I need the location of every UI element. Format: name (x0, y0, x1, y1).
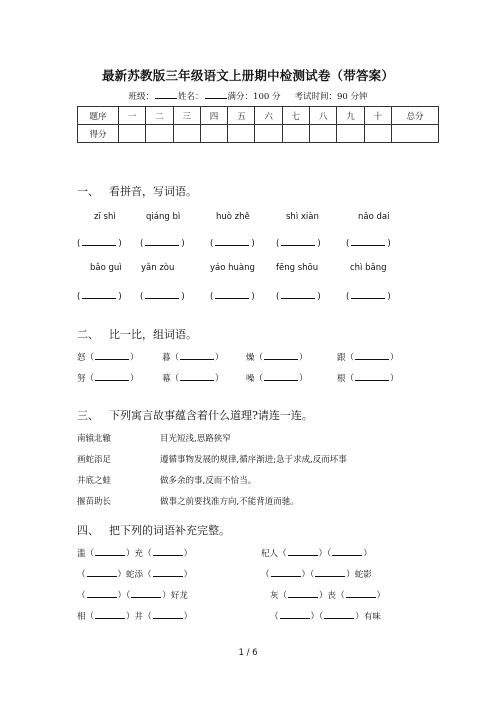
section-title: 比一比，组词语。 (109, 328, 197, 341)
score-cell[interactable] (282, 125, 309, 143)
table-cell: 八 (310, 107, 337, 125)
idiom-fill[interactable]: （ ）（ ）蛇影 (261, 570, 372, 580)
name-label: 姓名： (178, 92, 204, 102)
section-number: 四、 (77, 524, 99, 537)
table-cell: 六 (255, 107, 282, 125)
idiom-item[interactable]: 画蛇添足 (77, 455, 112, 465)
section-title: 看拼音，写词语。 (109, 185, 197, 198)
score-cell[interactable] (337, 125, 364, 143)
pinyin-item: qiáng bì (146, 212, 181, 222)
compare-item[interactable]: 跟（ ） (337, 353, 399, 363)
pinyin-item: fēng shōu (276, 263, 319, 273)
score-table (77, 106, 439, 143)
score-cell[interactable] (228, 125, 255, 143)
table-cell: 一 (119, 107, 146, 125)
score-table-score-row (78, 125, 439, 143)
pinyin-item: yǎn zòu (141, 263, 175, 273)
idiom-fill[interactable]: （ ）蛇添（ ） (77, 570, 193, 580)
compare-item[interactable]: 幕（ ） (162, 374, 224, 384)
class-blank (155, 90, 177, 99)
class-label: 班级： (128, 92, 155, 102)
table-cell: 三 (173, 107, 200, 125)
full-score: 满分：100 分 (227, 92, 281, 102)
idiom-fill[interactable]: 滥（ ）充（ ） (77, 549, 193, 559)
pinyin-item: nǎo dai (358, 212, 390, 222)
compare-item[interactable]: 怒（ ） (77, 353, 139, 363)
answer-blank[interactable]: ( ) (276, 239, 321, 249)
compare-item[interactable]: 燥（ ） (246, 353, 308, 363)
idiom-fill[interactable]: 灰（ ）丧（ ） (270, 591, 386, 601)
idiom-fill[interactable]: （ ）（ ）有味 (270, 612, 381, 622)
exam-info (0, 90, 496, 102)
section-2-heading (77, 326, 197, 342)
idiom-item[interactable]: 井底之蛙 (77, 476, 112, 486)
table-cell: 四 (200, 107, 227, 125)
meaning-item[interactable]: 遵循事物发展的规律,循序渐进;急于求成,反而坏事 (160, 455, 347, 465)
exam-time: 考试时间：90 分钟 (294, 92, 368, 102)
score-cell[interactable] (310, 125, 337, 143)
pinyin-item: huò zhě (216, 212, 250, 222)
section-number: 一、 (77, 185, 99, 198)
answer-blank[interactable]: ( ) (140, 292, 185, 302)
score-cell[interactable] (173, 125, 200, 143)
score-cell[interactable] (200, 125, 227, 143)
table-cell: 二 (146, 107, 173, 125)
table-cell: 十 (364, 107, 391, 125)
pinyin-item: chì bǎng (350, 263, 387, 273)
table-cell: 七 (282, 107, 309, 125)
answer-blank[interactable]: ( ) (346, 239, 391, 249)
section-4-heading (77, 522, 230, 538)
table-cell: 得分 (78, 125, 119, 143)
meaning-item[interactable]: 做事之前要找准方向,不能背道而驰。 (160, 497, 299, 507)
answer-blank[interactable]: ( ) (140, 239, 185, 249)
table-cell: 九 (337, 107, 364, 125)
meaning-item[interactable]: 目光短浅,思路狭窄 (160, 434, 231, 444)
pinyin-item: bǎo guì (90, 263, 122, 273)
idiom-fill[interactable]: （ ）（ ）好龙 (77, 591, 188, 601)
score-cell[interactable] (146, 125, 173, 143)
answer-blank[interactable]: ( ) (77, 292, 122, 302)
score-cell[interactable] (255, 125, 282, 143)
idiom-fill[interactable]: 相（ ）井（ ） (77, 612, 193, 622)
table-cell: 总分 (392, 107, 439, 125)
pinyin-item: zī shì (94, 212, 116, 222)
page-number: 1 / 6 (238, 648, 258, 658)
pinyin-item: yáo huàng (210, 263, 255, 273)
table-cell: 五 (228, 107, 255, 125)
section-1-heading (77, 183, 197, 199)
score-cell[interactable] (392, 125, 439, 143)
compare-item[interactable]: 根（ ） (337, 374, 399, 384)
section-title: 下列寓言故事蕴含着什么道理?请连一连。 (109, 409, 313, 422)
idiom-item[interactable]: 揠苗助长 (77, 497, 112, 507)
pinyin-item: shì xiàn (286, 212, 319, 222)
answer-blank[interactable]: ( ) (77, 239, 122, 249)
compare-item[interactable]: 努（ ） (77, 374, 139, 384)
section-number: 二、 (77, 328, 99, 341)
score-cell[interactable] (119, 125, 146, 143)
section-title: 把下列的词语补充完整。 (109, 524, 230, 537)
meaning-item[interactable]: 做多余的事,反而不恰当。 (160, 476, 257, 486)
answer-blank[interactable]: ( ) (276, 292, 321, 302)
score-table-header-row (78, 107, 439, 125)
section-number: 三、 (77, 409, 99, 422)
idiom-fill[interactable]: 杞人（ ）（ ） (261, 549, 372, 559)
table-cell: 题序 (78, 107, 119, 125)
answer-blank[interactable]: ( ) (346, 292, 391, 302)
score-cell[interactable] (364, 125, 391, 143)
page-title: 最新苏教版三年级语文上册期中检测试卷（带答案） (101, 68, 395, 83)
section-3-heading (77, 407, 313, 423)
answer-blank[interactable]: ( ) (210, 292, 255, 302)
name-blank (205, 90, 227, 99)
answer-blank[interactable]: ( ) (210, 239, 255, 249)
idiom-item[interactable]: 南辕北辙 (77, 434, 112, 444)
compare-item[interactable]: 噪（ ） (246, 374, 308, 384)
compare-item[interactable]: 暮（ ） (162, 353, 224, 363)
